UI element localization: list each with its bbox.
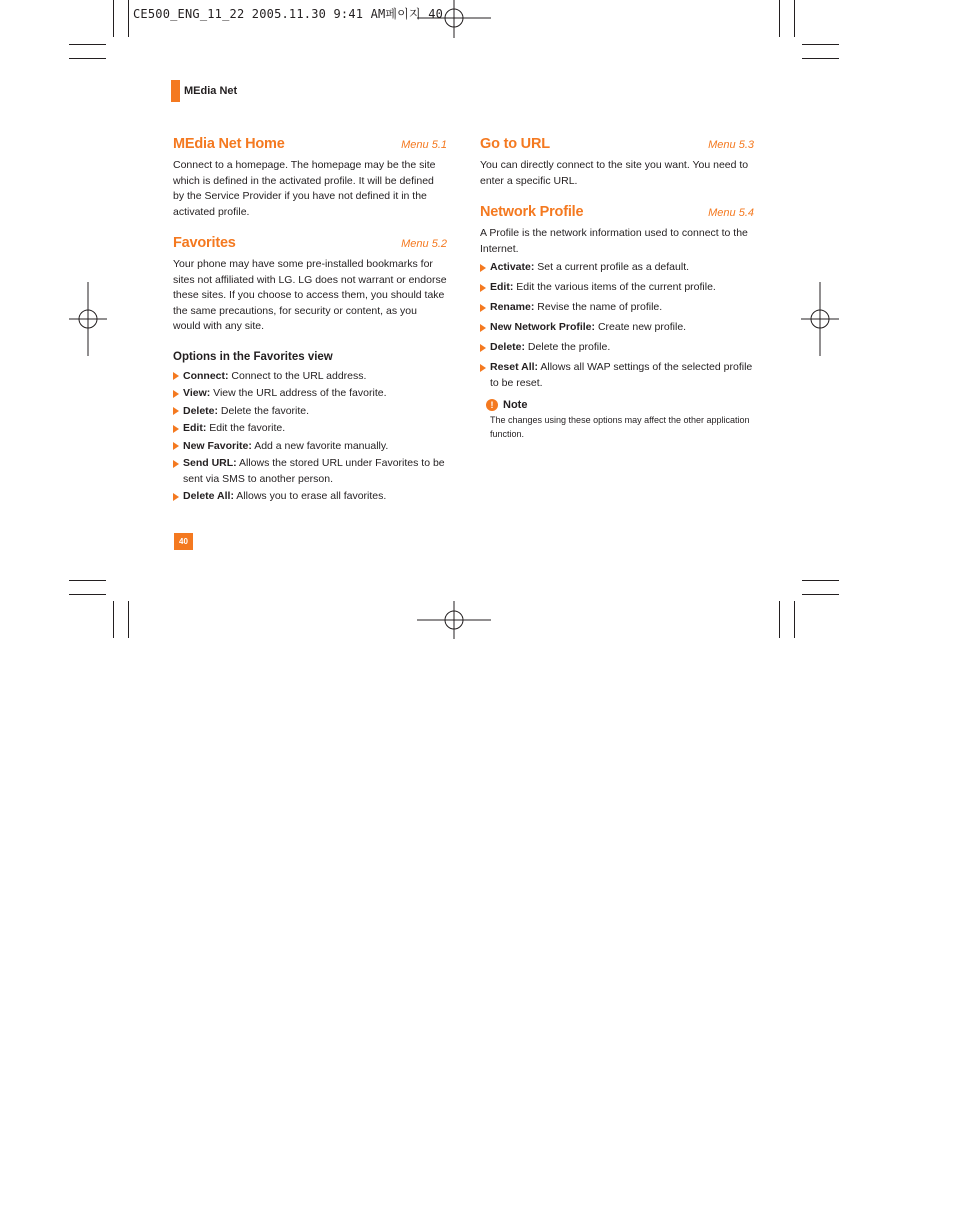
network-profile-body: A Profile is the network information used to connect to the Internet. xyxy=(480,227,748,255)
bullet-arrow-icon xyxy=(480,364,486,372)
left-column xyxy=(173,136,447,507)
list-item: Rename: Revise the name of profile. xyxy=(480,300,754,316)
go-to-url-body: You can directly connect to the site you want. You need to enter a specific URL. xyxy=(480,159,749,187)
list-item: View: View the URL address of the favorite. xyxy=(173,386,447,402)
list-item: Edit: Edit the various items of the current profile. xyxy=(480,280,754,296)
bullet-arrow-icon xyxy=(173,425,179,433)
go-to-url-menu-number: Menu 5.3 xyxy=(708,139,754,151)
go-to-url-title: Go to URL xyxy=(480,136,550,152)
section-marker xyxy=(171,80,180,102)
favorites-options-list xyxy=(173,369,447,505)
network-profile-title: Network Profile xyxy=(480,204,584,220)
registration-mark-left-icon xyxy=(69,282,107,356)
list-item: Send URL: Allows the stored URL under Favorites to be sent via SMS to another person. xyxy=(173,456,447,487)
network-profile-heading xyxy=(480,204,754,220)
bullet-arrow-icon xyxy=(173,493,179,501)
list-item: Delete All: Allows you to erase all favorites. xyxy=(173,489,447,505)
section-title: MEdia Net xyxy=(184,85,238,97)
note-label: Note xyxy=(503,399,528,411)
page-number: 40 xyxy=(174,533,193,550)
list-item: New Favorite: Add a new favorite manually. xyxy=(173,439,447,455)
bullet-arrow-icon xyxy=(480,284,486,292)
go-to-url-heading xyxy=(480,136,754,152)
bullet-arrow-icon xyxy=(480,264,486,272)
bullet-arrow-icon xyxy=(173,372,179,380)
bullet-arrow-icon xyxy=(173,442,179,450)
warning-icon: ! xyxy=(486,399,498,411)
note-text: The changes using these options may affect the other application function. xyxy=(490,415,750,439)
bullet-arrow-icon xyxy=(480,324,486,332)
favorites-body: Your phone may have some pre-installed bookmarks for sites not affiliated with LG. LG does not warrant or endorse these sites. If you choose to access them, you should take the same precautions, for security or content, as you would with any site. xyxy=(173,258,447,332)
bullet-arrow-icon xyxy=(480,304,486,312)
media-net-home-heading xyxy=(173,136,447,152)
favorites-options-heading: Options in the Favorites view xyxy=(173,350,333,363)
list-item: Delete: Delete the profile. xyxy=(480,340,754,356)
list-item: Delete: Delete the favorite. xyxy=(173,404,447,420)
list-item: Reset All: Allows all WAP settings of the selected profile to be reset. xyxy=(480,360,754,391)
network-profile-options-list xyxy=(480,260,754,391)
list-item: Edit: Edit the favorite. xyxy=(173,421,447,437)
right-column xyxy=(480,136,754,441)
network-profile-menu-number: Menu 5.4 xyxy=(708,207,754,219)
registration-mark-bottom-icon xyxy=(417,601,491,639)
note-heading xyxy=(486,399,754,411)
favorites-menu-number: Menu 5.2 xyxy=(401,238,447,250)
bullet-arrow-icon xyxy=(173,407,179,415)
bullet-arrow-icon xyxy=(480,344,486,352)
media-net-home-body: Connect to a homepage. The homepage may be the site which is defined in the activated profile. It will be defined by the Service Provider if you have not defined it in the activated profile. xyxy=(173,159,436,218)
list-item: Connect: Connect to the URL address. xyxy=(173,369,447,385)
media-net-home-title: MEdia Net Home xyxy=(173,136,285,152)
print-slug: CE500_ENG_11_22 2005.11.30 9:41 AM페이지 40 xyxy=(133,7,444,21)
bullet-arrow-icon xyxy=(173,390,179,398)
media-net-home-menu-number: Menu 5.1 xyxy=(401,139,447,151)
registration-mark-top-icon xyxy=(417,0,491,38)
registration-mark-right-icon xyxy=(801,282,839,356)
favorites-heading xyxy=(173,235,447,251)
list-item: New Network Profile: Create new profile. xyxy=(480,320,754,336)
favorites-title: Favorites xyxy=(173,235,236,251)
list-item: Activate: Set a current profile as a default. xyxy=(480,260,754,276)
bullet-arrow-icon xyxy=(173,460,179,468)
